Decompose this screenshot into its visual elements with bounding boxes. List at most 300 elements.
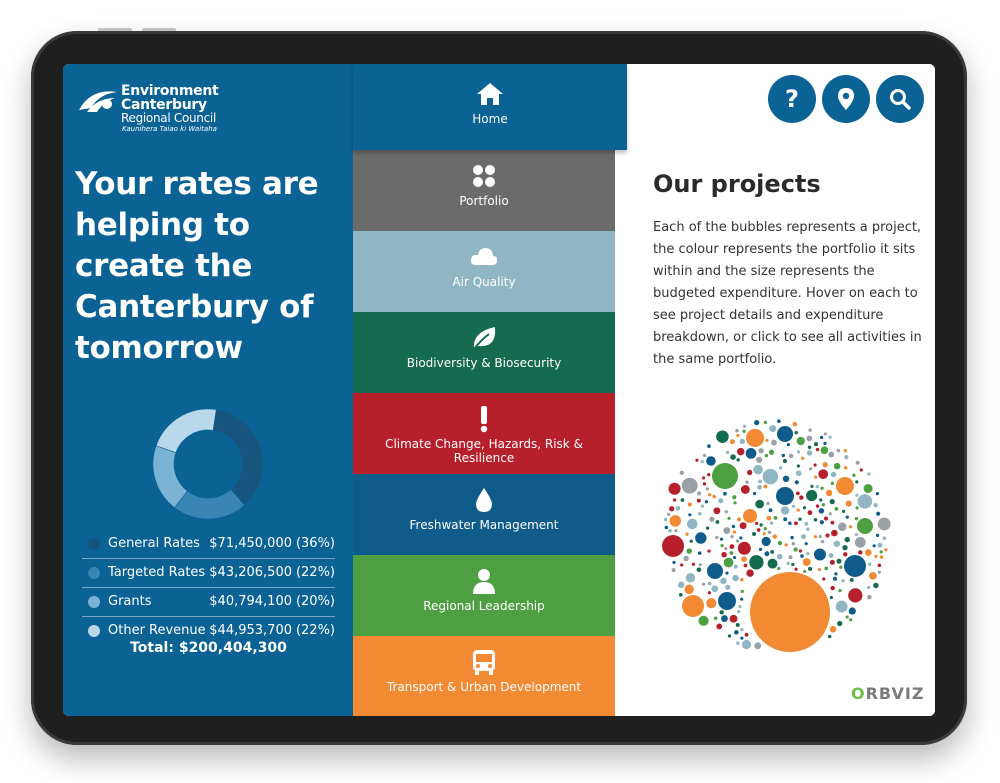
project-bubble[interactable] [766,502,769,505]
project-bubble[interactable] [715,536,718,539]
project-bubble[interactable] [878,518,891,531]
project-bubble[interactable] [844,466,847,469]
nav-item-climate[interactable] [353,393,615,474]
project-bubble[interactable] [662,535,684,557]
project-bubble[interactable] [686,573,695,582]
project-bubble[interactable] [682,595,704,617]
project-bubble[interactable] [855,533,858,536]
project-bubble[interactable] [836,477,854,495]
project-bubble[interactable] [768,559,778,569]
project-bubble[interactable] [708,591,711,594]
project-bubble[interactable] [766,516,771,521]
project-bubble[interactable] [724,510,728,514]
project-bubble[interactable] [713,507,720,514]
project-bubble[interactable] [740,439,745,444]
project-bubble[interactable] [670,515,681,526]
project-bubble[interactable] [732,525,735,528]
project-bubble[interactable] [864,484,873,493]
project-bubble[interactable] [819,535,822,538]
project-bubble[interactable] [744,564,748,568]
project-bubble[interactable] [823,442,826,445]
project-bubble[interactable] [865,549,872,556]
project-bubble[interactable] [763,484,767,488]
project-bubble[interactable] [876,512,880,516]
project-bubble[interactable] [707,550,710,553]
project-bubble[interactable] [769,450,774,455]
project-bubble[interactable] [778,541,782,545]
project-bubble[interactable] [682,478,698,494]
project-bubble[interactable] [798,517,801,520]
project-bubble[interactable] [818,568,821,571]
project-bubble[interactable] [720,538,723,541]
project-bubble[interactable] [688,513,691,516]
revenue-row[interactable] [82,530,335,559]
project-bubble[interactable] [818,469,828,479]
project-bubble[interactable] [842,510,845,513]
project-bubble[interactable] [880,550,883,553]
project-bubble[interactable] [777,419,781,423]
project-bubble[interactable] [730,439,735,444]
project-bubble[interactable] [664,518,668,522]
project-bubble[interactable] [709,517,714,522]
project-bubble[interactable] [672,568,676,572]
project-bubble[interactable] [814,463,817,466]
project-bubble[interactable] [781,506,789,514]
project-bubble[interactable] [777,426,793,442]
project-bubble[interactable] [845,537,850,542]
project-bubble[interactable] [708,582,712,586]
project-bubble[interactable] [736,623,740,627]
project-bubble[interactable] [720,544,723,547]
project-bubble[interactable] [740,637,743,640]
project-bubble[interactable] [828,452,834,458]
project-bubble[interactable] [803,558,811,566]
project-bubble[interactable] [674,529,677,532]
project-bubble[interactable] [771,440,777,446]
project-bubble[interactable] [743,425,746,428]
donut-segment[interactable] [213,410,263,505]
project-bubble[interactable] [836,559,841,564]
nav-home[interactable] [353,64,627,150]
project-bubble[interactable] [718,498,723,503]
project-bubble[interactable] [869,572,877,580]
project-bubble[interactable] [855,506,858,509]
project-bubble[interactable] [688,502,692,506]
project-bubble[interactable] [831,530,838,537]
project-bubble[interactable] [714,616,717,619]
project-bubble[interactable] [705,500,708,503]
project-bubble[interactable] [779,466,783,470]
project-bubble[interactable] [807,450,812,455]
project-bubble[interactable] [686,548,692,554]
project-bubble[interactable] [741,485,750,494]
project-bubble[interactable] [758,479,762,483]
project-bubble[interactable] [716,520,720,524]
project-bubble[interactable] [824,567,828,571]
revenue-donut-chart[interactable] [152,408,264,520]
nav-item-regional-leadership[interactable] [353,555,615,636]
project-bubble[interactable] [679,593,683,597]
project-bubble[interactable] [757,528,761,532]
project-bubble[interactable] [789,454,793,458]
project-bubble[interactable] [706,487,709,490]
project-bubble[interactable] [846,516,849,519]
project-bubble[interactable] [746,448,757,459]
project-bubble[interactable] [834,541,840,547]
project-bubble[interactable] [816,485,820,489]
project-bubble[interactable] [695,459,698,462]
project-bubble[interactable] [828,436,831,439]
project-bubble[interactable] [783,476,789,482]
project-bubble[interactable] [757,485,762,490]
project-bubble[interactable] [816,504,819,507]
project-bubble[interactable] [814,548,826,560]
project-bubble[interactable] [820,520,824,524]
project-bubble[interactable] [803,570,806,573]
project-bubble[interactable] [830,560,835,565]
project-bubble[interactable] [743,509,757,523]
project-bubble[interactable] [797,450,800,453]
project-bubble[interactable] [729,551,733,555]
project-bubble[interactable] [668,529,672,533]
project-bubble[interactable] [785,543,788,546]
project-bubble[interactable] [799,549,802,552]
project-bubble[interactable] [724,547,727,550]
project-bubble[interactable] [740,598,743,601]
project-bubble[interactable] [740,578,744,582]
project-bubble[interactable] [732,495,736,499]
project-bubble[interactable] [830,626,837,633]
project-bubble[interactable] [858,494,873,509]
project-bubble[interactable] [706,456,716,466]
project-bubble[interactable] [750,572,830,652]
project-bubble[interactable] [776,487,794,505]
project-bubble[interactable] [783,459,787,463]
project-bubble[interactable] [725,572,728,575]
project-bubble[interactable] [809,467,812,470]
project-bubble[interactable] [808,510,813,515]
project-bubble[interactable] [759,523,762,526]
project-bubble[interactable] [834,572,837,575]
project-bubble[interactable] [828,635,831,638]
project-bubble[interactable] [741,590,744,593]
project-bubble[interactable] [697,491,701,495]
project-bubble[interactable] [794,547,798,551]
project-bubble[interactable] [737,610,740,613]
project-bubble[interactable] [706,526,709,529]
project-bubble[interactable] [822,503,825,506]
project-bubble[interactable] [822,577,825,580]
project-bubble[interactable] [878,563,882,567]
project-bubble[interactable] [730,535,733,538]
project-bubble[interactable] [665,526,669,530]
project-bubble[interactable] [877,543,882,548]
revenue-row[interactable] [82,559,335,588]
project-bubble[interactable] [801,457,804,460]
project-bubble[interactable] [728,634,731,637]
project-bubble[interactable] [797,437,805,445]
nav-item-portfolio[interactable] [353,150,615,231]
ecan-logo[interactable] [77,84,277,138]
project-bubble[interactable] [848,588,862,602]
project-bubble[interactable] [685,533,688,536]
project-bubble[interactable] [804,522,808,526]
project-bubble[interactable] [742,430,745,433]
project-bubble[interactable] [758,448,763,453]
project-bubble[interactable] [680,563,683,566]
project-bubble[interactable] [849,618,852,621]
project-bubble[interactable] [821,446,829,454]
project-bubble[interactable] [787,562,790,565]
project-bubble[interactable] [737,448,744,455]
project-bubble[interactable] [741,556,747,562]
project-bubble[interactable] [825,533,829,537]
project-bubble[interactable] [839,566,842,569]
project-bubble[interactable] [838,523,846,531]
project-bubble[interactable] [867,595,872,600]
project-bubble[interactable] [820,487,823,490]
project-bubble[interactable] [777,554,783,560]
project-bubble[interactable] [742,640,751,649]
project-bubble[interactable] [702,476,705,479]
nav-item-freshwater[interactable] [353,474,615,555]
project-bubble[interactable] [702,583,705,586]
project-bubble[interactable] [829,512,832,515]
project-bubble[interactable] [733,556,736,559]
project-bubble[interactable] [791,563,794,566]
project-bubble[interactable] [878,571,881,574]
project-bubble[interactable] [755,522,758,525]
project-bubble[interactable] [697,499,701,503]
project-bubble[interactable] [795,431,798,434]
project-bubble[interactable] [855,494,858,497]
project-bubble[interactable] [807,436,813,442]
project-bubble[interactable] [707,563,723,579]
project-bubble[interactable] [846,615,849,618]
project-bubble[interactable] [777,567,780,570]
project-bubble[interactable] [720,578,726,584]
project-bubble[interactable] [868,563,871,566]
project-bubble[interactable] [681,498,685,502]
project-bubble[interactable] [707,444,711,448]
project-bubble[interactable] [830,499,835,504]
project-bubble[interactable] [788,522,791,525]
project-bubble[interactable] [699,563,702,566]
project-bubble[interactable] [683,556,688,561]
project-bubble[interactable] [794,568,797,571]
project-bubble[interactable] [843,552,847,556]
project-bubble[interactable] [737,517,741,521]
project-bubble[interactable] [754,420,759,425]
project-bubble[interactable] [789,555,793,559]
project-bubble[interactable] [726,451,729,454]
project-bubble[interactable] [712,495,716,499]
project-bubble[interactable] [753,492,756,495]
project-bubble[interactable] [752,532,756,536]
project-bubble[interactable] [857,518,873,534]
search-button[interactable] [876,75,924,123]
project-bubble[interactable] [690,540,693,543]
project-bubble[interactable] [698,551,702,555]
project-bubble[interactable] [820,436,823,439]
project-bubble[interactable] [831,472,837,478]
project-bubble[interactable] [805,542,808,545]
project-bubble[interactable] [876,492,879,495]
project-bubble[interactable] [733,501,736,504]
project-bubble[interactable] [873,583,878,588]
project-bubble[interactable] [796,470,802,476]
project-bubble[interactable] [787,443,790,446]
donut-segment[interactable] [156,409,216,453]
project-bubble[interactable] [719,610,723,614]
project-bubble[interactable] [800,554,804,558]
project-bubble[interactable] [723,492,727,496]
project-bubble[interactable] [830,596,833,599]
project-bubble[interactable] [721,552,726,557]
project-bubble[interactable] [753,465,762,474]
project-bubble[interactable] [763,469,778,484]
project-bubble[interactable] [736,641,739,644]
project-bubble[interactable] [834,463,841,470]
project-bubble[interactable] [703,482,706,485]
project-bubble[interactable] [856,461,860,465]
project-bubble[interactable] [873,544,876,547]
project-bubble[interactable] [796,491,800,495]
project-bubble[interactable] [806,527,810,531]
project-bubble[interactable] [721,615,728,622]
project-bubble[interactable] [724,558,734,568]
project-bubble[interactable] [755,500,764,509]
project-bubble[interactable] [756,457,762,463]
project-bubble[interactable] [844,555,866,577]
project-bubble[interactable] [747,470,752,475]
project-bubble[interactable] [703,454,706,457]
project-bubble[interactable] [762,537,771,546]
project-bubble[interactable] [739,536,742,539]
project-bubble[interactable] [814,518,818,522]
project-bubble[interactable] [716,624,722,630]
project-bubble[interactable] [706,598,716,608]
project-bubble[interactable] [740,522,747,529]
project-bubble[interactable] [736,434,739,437]
orbviz-logo[interactable] [851,684,924,703]
project-bubble[interactable] [749,555,763,569]
project-bubble[interactable] [829,553,834,558]
project-bubble[interactable] [808,428,811,431]
project-bubble[interactable] [793,422,797,426]
project-bubble[interactable] [799,495,803,499]
project-bubble[interactable] [745,633,749,637]
project-bubble[interactable] [699,616,709,626]
project-bubble[interactable] [687,519,698,530]
project-bubble[interactable] [725,585,730,590]
project-bubble[interactable] [701,505,704,508]
project-bubble[interactable] [769,508,773,512]
project-bubble[interactable] [841,579,844,582]
project-bubble[interactable] [806,552,809,555]
project-bubble[interactable] [769,425,776,432]
project-bubble[interactable] [730,615,738,623]
project-bubble[interactable] [764,527,767,530]
project-bubble-chart[interactable] [655,416,895,656]
project-bubble[interactable] [672,561,675,564]
project-bubble[interactable] [867,472,870,475]
project-bubble[interactable] [883,536,887,540]
project-bubble[interactable] [734,630,739,635]
project-bubble[interactable] [783,517,787,521]
project-bubble[interactable] [727,517,730,520]
project-bubble[interactable] [754,642,761,649]
project-bubble[interactable] [707,473,710,476]
project-bubble[interactable] [676,506,681,511]
project-bubble[interactable] [814,476,817,479]
project-bubble[interactable] [814,442,818,446]
project-bubble[interactable] [794,521,798,525]
project-bubble[interactable] [837,449,841,453]
project-bubble[interactable] [808,445,812,449]
project-bubble[interactable] [824,432,827,435]
project-bubble[interactable] [837,621,842,626]
project-bubble[interactable] [821,540,825,544]
project-bubble[interactable] [810,485,813,488]
project-bubble[interactable] [667,513,670,516]
revenue-row[interactable] [82,588,335,617]
project-bubble[interactable] [765,439,768,442]
project-bubble[interactable] [698,512,702,516]
project-bubble[interactable] [764,551,769,556]
project-bubble[interactable] [842,545,847,550]
project-bubble[interactable] [765,454,768,457]
project-bubble[interactable] [806,490,817,501]
project-bubble[interactable] [738,605,741,608]
location-button[interactable] [822,75,870,123]
project-bubble[interactable] [801,534,806,539]
project-bubble[interactable] [711,585,718,592]
project-bubble[interactable] [836,601,848,613]
project-bubble[interactable] [774,516,778,520]
project-bubble[interactable] [831,521,835,525]
project-bubble[interactable] [874,555,877,558]
project-bubble[interactable] [746,569,753,576]
project-bubble[interactable] [708,493,711,496]
project-bubble[interactable] [770,550,774,554]
project-bubble[interactable] [746,429,764,447]
project-bubble[interactable] [852,474,855,477]
project-bubble[interactable] [819,508,824,513]
project-bubble[interactable] [808,567,812,571]
project-bubble[interactable] [867,586,870,589]
project-bubble[interactable] [826,490,832,496]
project-bubble[interactable] [850,578,854,582]
project-bubble[interactable] [718,592,736,610]
project-bubble[interactable] [855,537,866,548]
project-bubble[interactable] [830,586,834,590]
project-bubble[interactable] [819,498,822,501]
nav-item-biodiversity[interactable] [353,312,615,393]
help-button[interactable] [768,75,816,123]
project-bubble[interactable] [849,607,856,614]
project-bubble[interactable] [795,480,799,484]
project-bubble[interactable] [736,539,739,542]
project-bubble[interactable] [678,582,684,588]
project-bubble[interactable] [876,534,879,537]
project-bubble[interactable] [734,565,738,569]
project-bubble[interactable] [803,506,806,509]
project-bubble[interactable] [833,577,837,581]
project-bubble[interactable] [730,544,735,549]
project-bubble[interactable] [773,534,777,538]
project-bubble[interactable] [797,509,800,512]
